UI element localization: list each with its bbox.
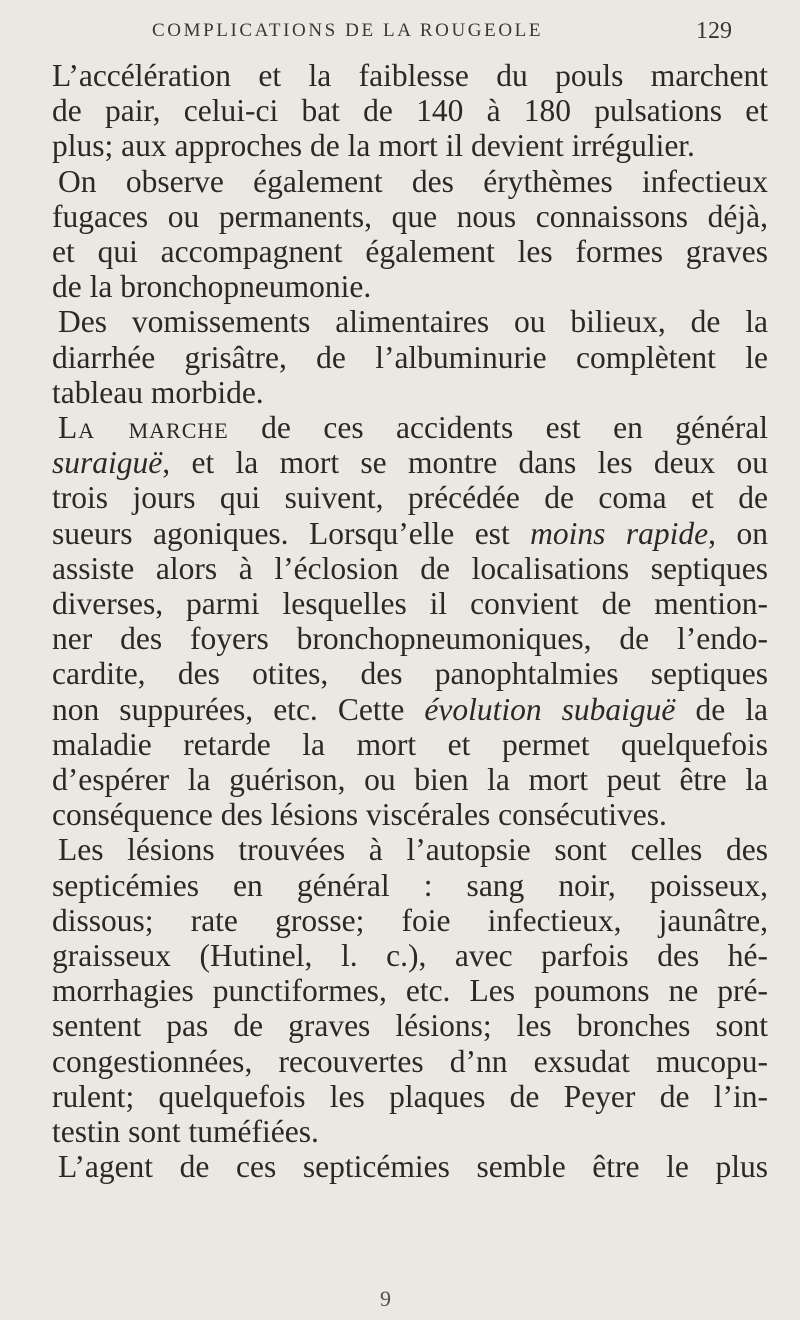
paragraph-marche [52,410,768,832]
text-line [52,410,768,445]
paragraph-erythemes [52,164,768,305]
page-number: 129 [696,18,732,44]
text-line: congestionnées, recouvertes d’nn exsudat mucopu- [52,1043,768,1079]
text-line: diarrhée grisâtre, de l’albuminurie complètent le [52,339,768,375]
text-line: et qui accompagnent également les formes graves [52,234,768,270]
text-line: septicémies en général : sang noir, poisseux, [52,867,768,903]
text-line [52,516,768,551]
text-line: graisseux (Hutinel, l. c.), avec parfois des hé- [52,938,768,974]
text-line: On observe également des érythèmes infectieux [58,163,768,199]
text-line: dissous; rate grosse; foie infectieux, jaunâtre, [52,902,768,938]
text-run: sueurs agoniques. Lorsqu’elle est [52,515,531,551]
text-line [52,692,768,727]
text-line: Les lésions trouvées à l’autopsie sont celles des [58,832,768,868]
text-line: sentent pas de graves lésions; les bronches sont [52,1008,768,1044]
text-line: L’accélération et la faiblesse du pouls marchent [52,58,768,93]
text-line: Des vomissements alimentaires ou bilieux, de la [58,304,768,340]
text-line: d’espérer la guérison, ou bien la mort peut être la [52,762,768,798]
paragraph-vomissements [52,304,768,410]
text-line [52,445,768,480]
text-run: , et la mort se montre dans les deux ou [162,445,768,481]
italic-term: suraiguë [52,445,163,481]
text-line: L’agent de ces septicémies semble être le plus [58,1149,768,1185]
text-run: , on [708,515,768,551]
text-line: cardite, des otites, des panophtalmies septiques [52,656,768,692]
text-line: conséquence des lésions viscérales consécutives. [52,797,667,833]
italic-term: évolution subaiguë [424,691,676,727]
text-line: trois jours qui suivent, précédée de coma et de [52,480,768,516]
running-head [0,18,800,58]
signature-mark: 9 [380,1286,391,1311]
italic-term: moins rapide [530,515,709,551]
text-line: de la bronchopneumonie. [52,269,372,305]
text-line: testin sont tuméfiées. [52,1114,319,1150]
text-line: morrhagies punctiformes, etc. Les poumons ne pré- [52,973,768,1009]
body-text [52,58,768,1185]
text-line: de pair, celui-ci bat de 140 à 180 pulsations et [52,93,768,129]
text-line: maladie retarde la mort et permet quelquefois [52,726,768,762]
text-line: plus; aux approches de la mort il devient irrégulier. [52,128,695,164]
text-line: fugaces ou permanents, que nous connaissons déjà, [52,198,768,234]
text-line: assiste alors à l’éclosion de localisations septiques [52,550,768,586]
text-run: non suppurées, etc. Cette [52,691,425,727]
text-line: ner des foyers bronchopneumoniques, de l’endo- [52,621,768,657]
smallcaps-heading: La marche [58,410,229,446]
running-title: COMPLICATIONS DE LA ROUGEOLE [152,20,544,41]
text-run: de la [675,691,768,727]
text-line: diverses, parmi lesquelles il convient de mention- [52,586,768,622]
paragraph-pulse [52,58,768,164]
paragraph-lesions [52,832,768,1149]
text-line: rulent; quelquefois les plaques de Peyer de l’in- [52,1078,768,1114]
paragraph-agent [52,1149,768,1184]
text-line: tableau morbide. [52,374,264,410]
text-run: de ces accidents est en général [228,410,768,446]
